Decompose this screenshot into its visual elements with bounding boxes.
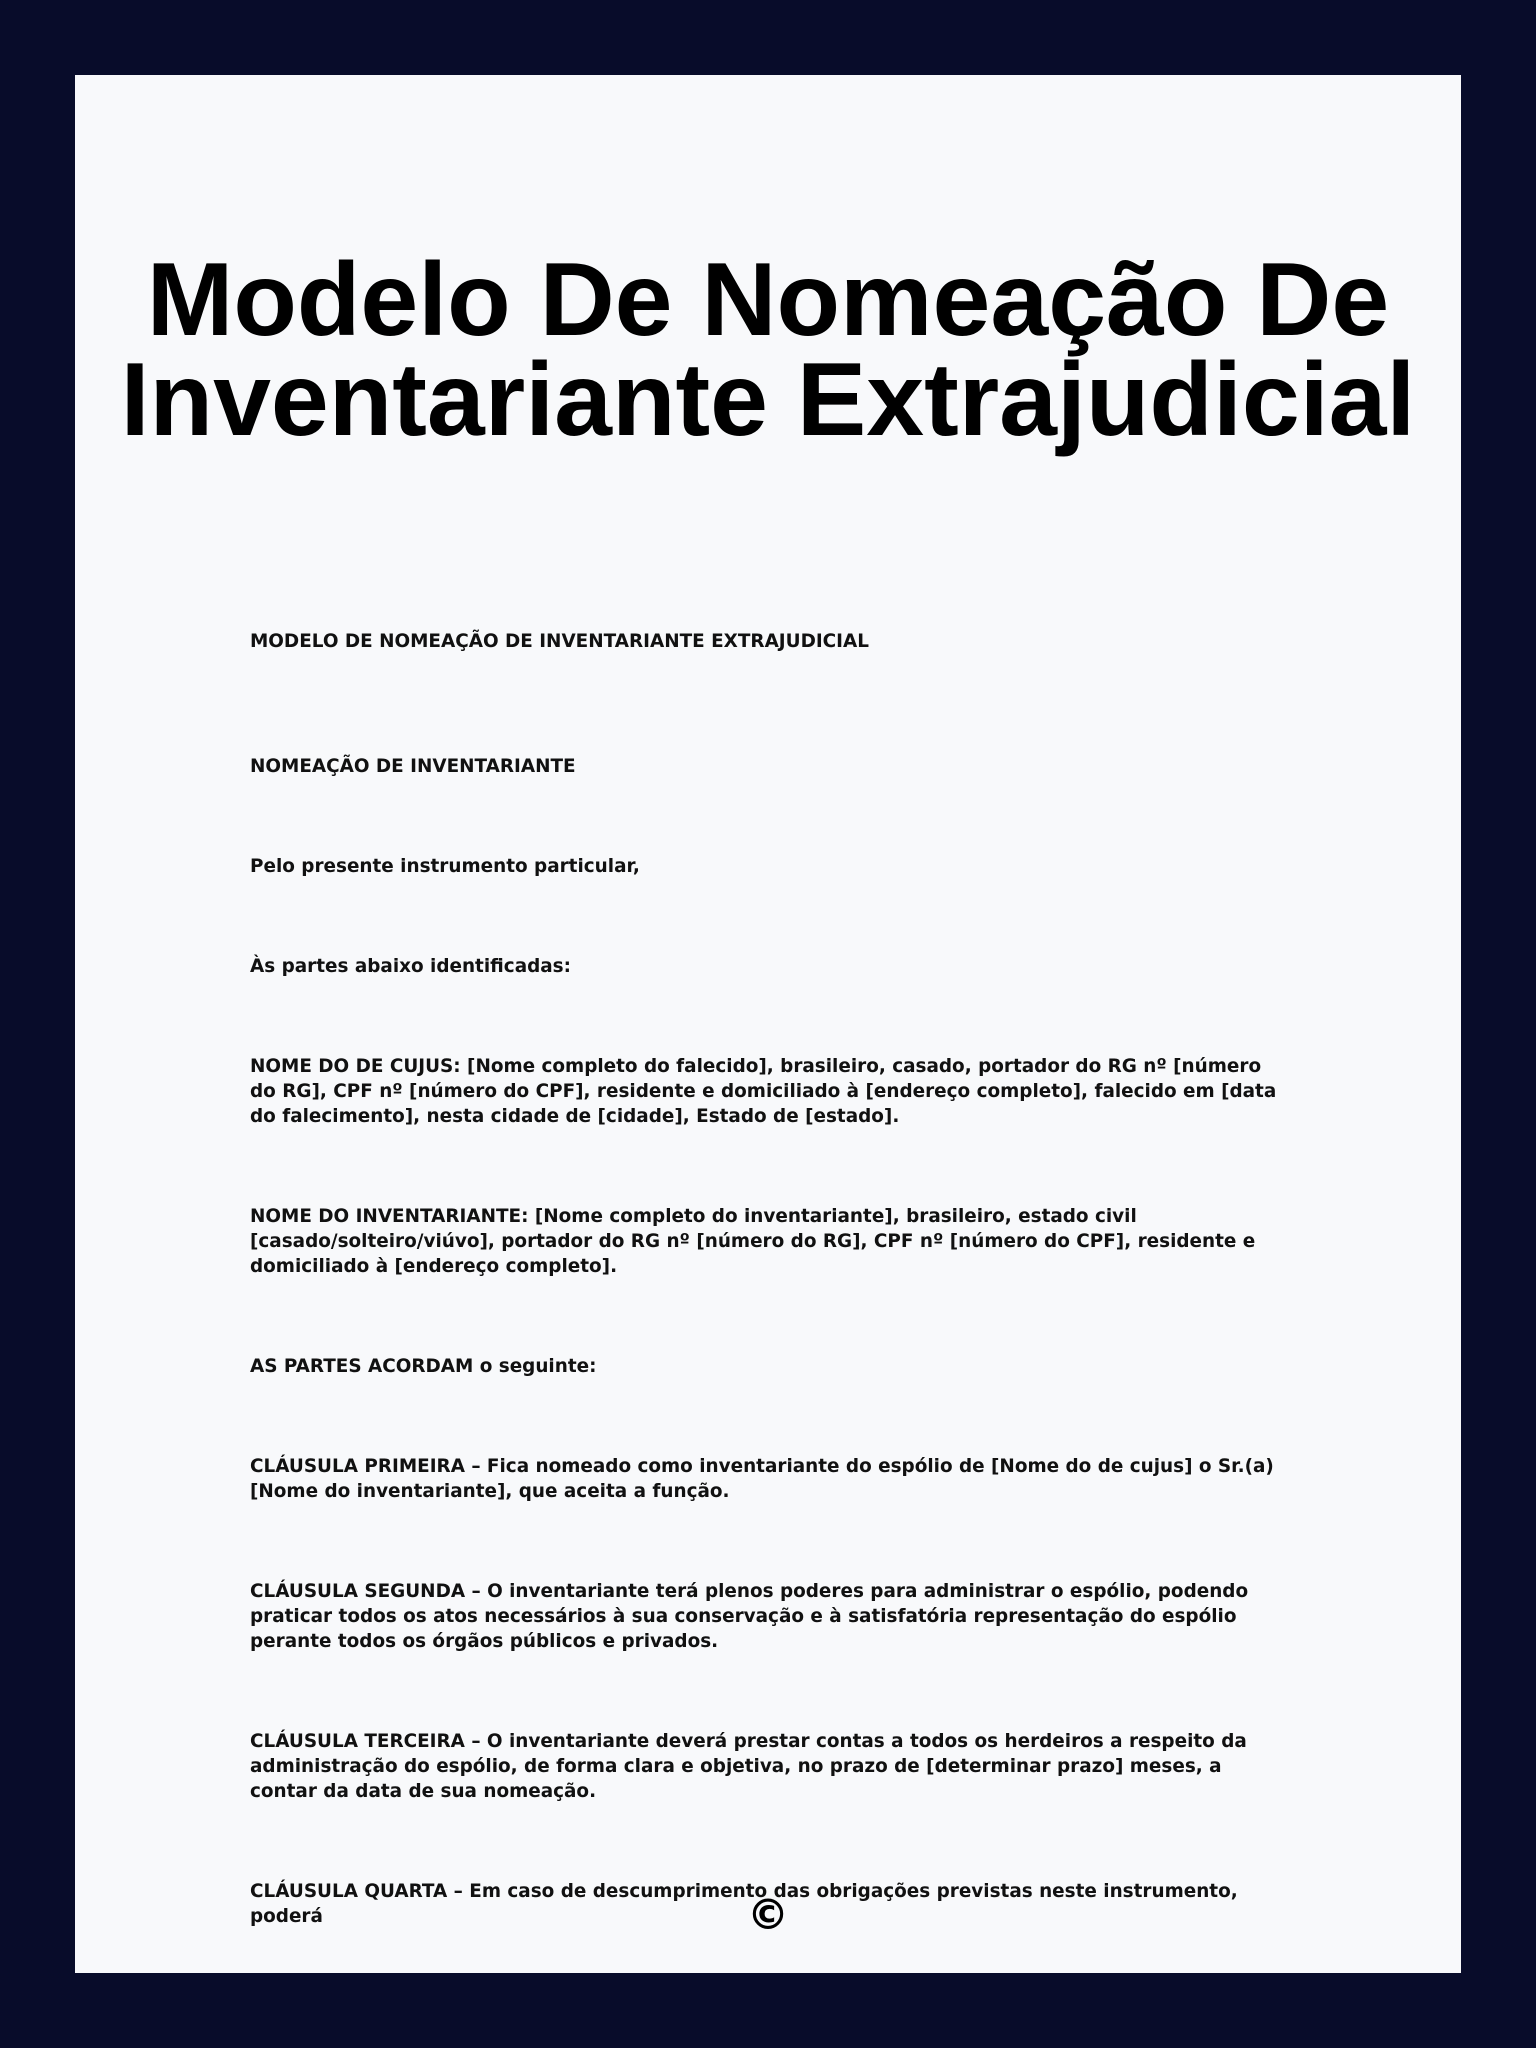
clause-second: CLÁUSULA SEGUNDA – O inventariante terá plenos poderes para administrar o espólio, podendo praticar todos os atos necessários à sua conservação e à satisfatória representação do espólio perante todos os órgãos públicos e privados.	[250, 1581, 1249, 1652]
copyright-icon: ©	[747, 1890, 789, 1939]
document-heading: MODELO DE NOMEAÇÃO DE INVENTARIANTE EXTRAJUDICIAL	[250, 631, 869, 652]
clause-first: CLÁUSULA PRIMEIRA – Fica nomeado como inventariante do espólio de [Nome do de cujus] o Sr.(a) [Nome do inventariante], que aceita a função.	[250, 1456, 1274, 1502]
intro-paragraph: Pelo presente instrumento particular,	[250, 856, 640, 877]
de-cujus-paragraph: NOME DO DE CUJUS: [Nome completo do falecido], brasileiro, casado, portador do RG nº [número do RG], CPF nº [número do CPF], residente e domiciliado à [endereço completo], falecido em [data do falecimento], nesta cidade de [cidade], Estado de [estado].	[250, 1056, 1277, 1127]
clause-fourth: CLÁUSULA QUARTA – Em caso de descumprimento das obrigações previstas neste instrumento, poderá	[250, 1881, 1238, 1927]
title-line-2: Inventariante Extrajudicial	[120, 342, 1416, 458]
section-heading: NOMEAÇÃO DE INVENTARIANTE	[250, 756, 576, 777]
document-title	[75, 242, 1461, 458]
agreement-paragraph: AS PARTES ACORDAM o seguinte:	[250, 1356, 597, 1377]
title-line-1: Modelo De Nomeação De	[146, 242, 1390, 358]
clause-third: CLÁUSULA TERCEIRA – O inventariante deverá prestar contas a todos os herdeiros a respeito da administração do espólio, de forma clara e objetiva, no prazo de [determinar prazo] meses, a contar da data de sua nomeação.	[250, 1731, 1247, 1802]
inventariante-paragraph: NOME DO INVENTARIANTE: [Nome completo do inventariante], brasileiro, estado civil [casado/solteiro/viúvo], portador do RG nº [número do RG], CPF nº [número do CPF], residente e domiciliado à [endereço completo].	[250, 1206, 1256, 1277]
document-page	[75, 75, 1461, 1973]
parties-paragraph: Às partes abaixo identificadas:	[250, 956, 571, 977]
